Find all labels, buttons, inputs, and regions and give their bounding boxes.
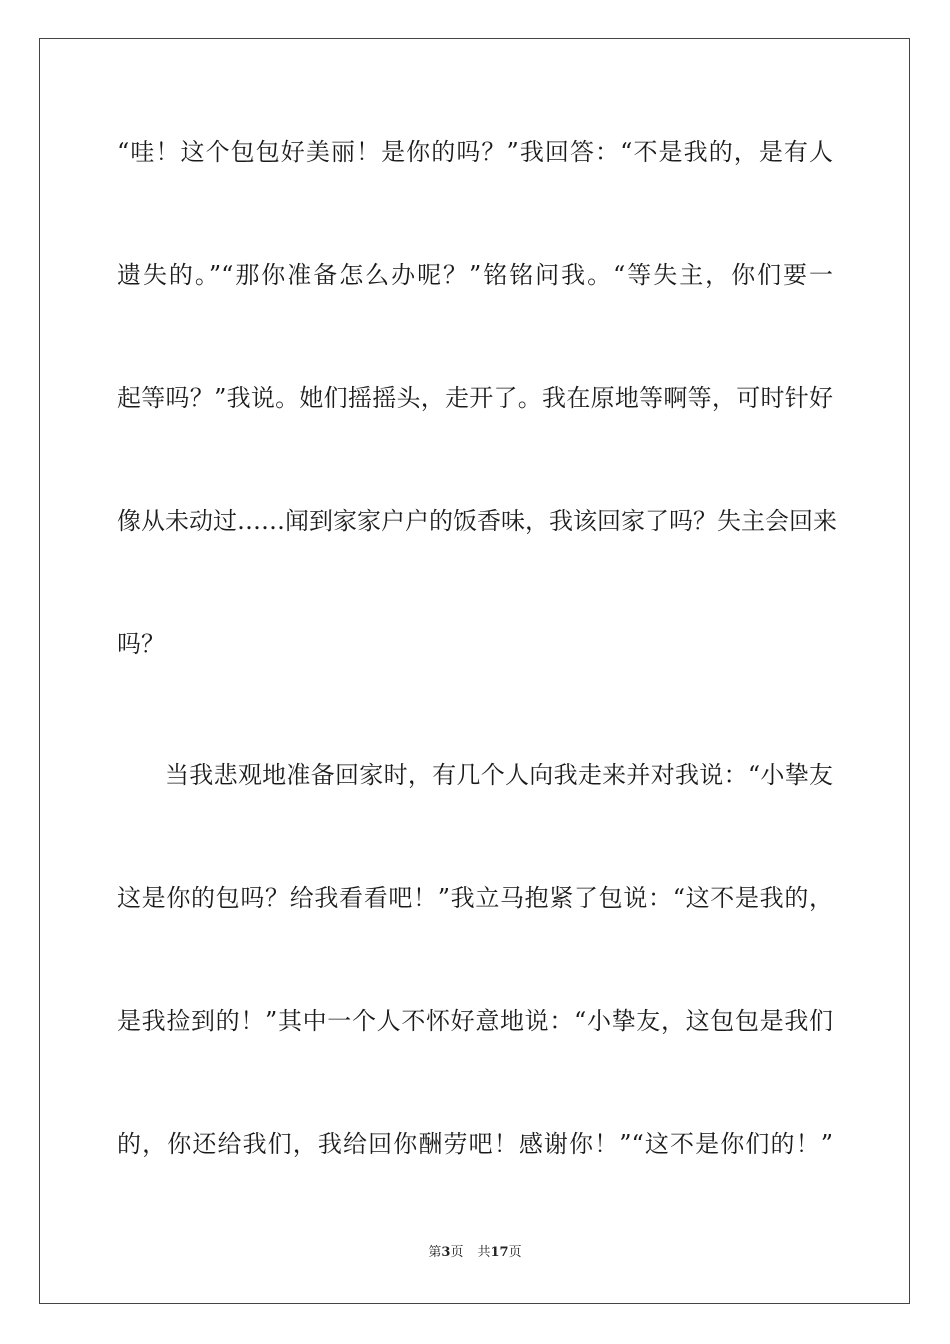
- total-pages: 17: [490, 1245, 509, 1260]
- text-line-indented: 当我悲观地准备回家时，有几个人向我走来并对我说：“小挚友: [165, 761, 833, 789]
- page-number: 3: [441, 1245, 451, 1260]
- page-prefix: 第: [428, 1245, 442, 1260]
- text-line: 遗失的。”“那你准备怎么办呢？”铭铭问我。“等失主，你们要一: [117, 261, 833, 289]
- page-footer: [0, 1245, 950, 1261]
- text-line: 像从未动过……闻到家家户户的饭香味，我该回家了吗？失主会回来: [117, 507, 837, 535]
- text-line: “哇！这个包包好美丽！是你的吗？”我回答：“不是我的，是有人: [117, 138, 833, 166]
- total-unit: 页: [508, 1245, 522, 1260]
- page-border: [39, 38, 910, 1304]
- text-line: 的，你还给我们，我给回你酬劳吧！感谢你！”“这不是你们的！”: [117, 1130, 833, 1158]
- page-unit: 页: [450, 1245, 464, 1260]
- text-line: 吗？: [117, 630, 165, 658]
- total-prefix: 共: [477, 1245, 491, 1260]
- text-line: 是我捡到的！”其中一个人不怀好意地说：“小挚友，这包包是我们: [117, 1007, 833, 1035]
- text-line: 这是你的包吗？给我看看吧！”我立马抱紧了包说：“这不是我的，: [117, 884, 833, 912]
- text-line: 起等吗？”我说。她们摇摇头，走开了。我在原地等啊等，可时针好: [117, 384, 833, 412]
